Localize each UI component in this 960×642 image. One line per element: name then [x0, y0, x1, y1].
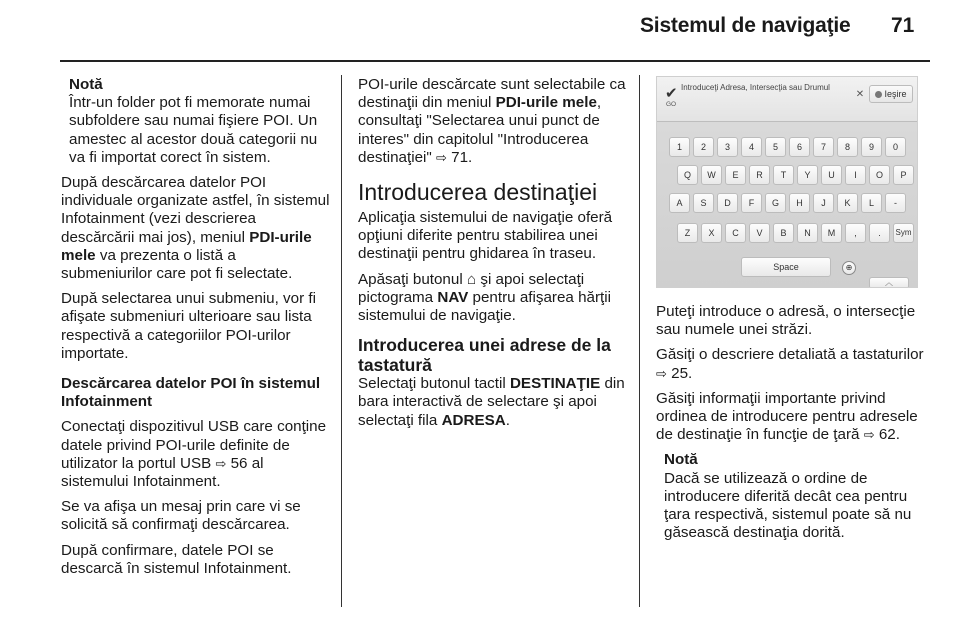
key-0[interactable]: 0 — [885, 137, 906, 157]
text: pentru afişarea hărţii sistemului de navigaţie. — [358, 288, 611, 325]
nav-label: NAV — [437, 288, 469, 306]
key-q[interactable]: Q — [677, 165, 698, 185]
text: . — [505, 411, 510, 429]
keyboard-input-bar — [657, 77, 918, 122]
column-3 — [656, 303, 931, 542]
text: Selectaţi butonul tactil — [358, 375, 510, 393]
home-icon: ⌂ — [466, 270, 477, 288]
key-h[interactable]: H — [789, 193, 810, 213]
paragraph — [61, 418, 331, 491]
text: va prezenta o listă a submeniurilor care pot fi selectate. — [61, 246, 293, 283]
key-9[interactable]: 9 — [861, 137, 882, 157]
paragraph: Se va afişa un mesaj prin care vi se solicită să confirmaţi descărcarea. — [61, 498, 301, 534]
paragraph: După selectarea unui submeniu, vor fi afişate submeniuri ulterioare sau lista respectivă a categoriilor POI-urilor importate. — [61, 290, 316, 362]
section-subheading: Descărcarea datelor POI în sistemul Infotainment — [61, 375, 321, 411]
text: din bara interactivă de selectare şi apoi selectaţi fila — [358, 375, 625, 429]
note-block — [656, 451, 931, 542]
menu-name: PDI-urile mele — [495, 94, 597, 112]
key-1[interactable]: 1 — [669, 137, 690, 157]
key-u[interactable]: U — [821, 165, 842, 185]
text: 62. — [874, 426, 900, 444]
note-label: Notă — [664, 451, 698, 469]
key-c[interactable]: C — [725, 223, 746, 243]
key-m[interactable]: M — [821, 223, 842, 243]
key-p[interactable]: P — [893, 165, 914, 185]
column-2 — [358, 76, 628, 437]
chevron-up-icon[interactable]: ︿ — [869, 277, 909, 288]
paragraph: Puteţi introduce o adresă, o intersecţie sau numele unei străzi. — [656, 303, 916, 339]
key-j[interactable]: J — [813, 193, 834, 213]
text: 56 al sistemului Infotainment. — [61, 454, 264, 491]
key-s[interactable]: S — [693, 193, 714, 213]
page-reference-icon: ⇨ — [863, 427, 875, 443]
text: , consultaţi "Selectarea unui punct de interes" din capitolul "Introducerea destinaţiei" — [358, 94, 602, 166]
tab-name: ADRESA — [441, 411, 506, 429]
key-3[interactable]: 3 — [717, 137, 738, 157]
key-d[interactable]: D — [717, 193, 738, 213]
paragraph — [358, 375, 628, 430]
column-divider-right — [639, 75, 640, 607]
key-z[interactable]: Z — [677, 223, 698, 243]
key-e[interactable]: E — [725, 165, 746, 185]
key-4[interactable]: 4 — [741, 137, 762, 157]
text: Găsiţi informaţii importante privind ordinea de introducere pentru adresele de destinaţie în funcţie de ţară — [656, 389, 918, 444]
key-k[interactable]: K — [837, 193, 858, 213]
key-6[interactable]: 6 — [789, 137, 810, 157]
column-1 — [61, 76, 331, 585]
column-divider-left — [341, 75, 342, 607]
text: 71. — [446, 148, 473, 166]
key-5[interactable]: 5 — [765, 137, 786, 157]
text: Găsiţi o descriere detaliată a tastaturilor — [656, 346, 924, 364]
key-l[interactable]: L — [861, 193, 882, 213]
text: După descărcarea datelor POI individuale organizate astfel, în sistemul Infotainment (vezi descrierea descărcării mai jos), meniul — [61, 174, 330, 246]
paragraph — [656, 346, 931, 382]
globe-icon[interactable]: ⊕ — [842, 261, 856, 275]
paragraph — [656, 390, 931, 445]
paragraph — [358, 271, 628, 326]
page-reference-icon: ⇨ — [215, 455, 227, 471]
section-heading: Introducerea destinaţiei — [358, 179, 598, 206]
page-reference-icon: ⇨ — [436, 149, 447, 165]
button-name: DESTINAŢIE — [509, 375, 601, 393]
text: POI-urile descărcate sunt selectabile ca destinaţii din meniul — [358, 76, 626, 112]
key-n[interactable]: N — [797, 223, 818, 243]
key-7[interactable]: 7 — [813, 137, 834, 157]
check-icon[interactable]: ✔ — [665, 85, 678, 102]
key-a[interactable]: A — [669, 193, 690, 213]
key-period[interactable]: . — [869, 223, 890, 243]
key-v[interactable]: V — [749, 223, 770, 243]
key-comma[interactable]: , — [845, 223, 866, 243]
space-key[interactable]: Space — [741, 257, 831, 277]
exit-label: Ieşire — [884, 89, 907, 99]
text: 25. — [666, 364, 693, 382]
go-label: GO — [666, 101, 677, 108]
clear-icon[interactable]: ✕ — [855, 89, 865, 100]
paragraph: Aplicaţia sistemului de navigaţie oferă opţiuni diferite pentru stabilirea unei destinaţii pentru ghidarea în traseu. — [358, 209, 613, 263]
paragraph: După confirmare, datele POI se descarcă în sistemul Infotainment. — [61, 541, 292, 577]
exit-button[interactable] — [869, 85, 913, 103]
note-block — [61, 76, 331, 167]
note-text: Dacă se utilizează o ordine de introducere diferită decât cea pentru ţara respectivă, sistemul poate să nu găsească destinaţia dorită. — [664, 469, 912, 542]
key-f[interactable]: F — [741, 193, 762, 213]
header-divider — [60, 60, 930, 62]
text: şi apoi selectaţi pictograma — [358, 270, 585, 306]
key-r[interactable]: R — [749, 165, 770, 185]
key-g[interactable]: G — [765, 193, 786, 213]
key-t[interactable]: T — [773, 165, 794, 185]
key-w[interactable]: W — [701, 165, 722, 185]
key-2[interactable]: 2 — [693, 137, 714, 157]
page-header-title: Sistemul de navigaţie — [640, 14, 851, 37]
address-input[interactable]: Introduceţi Adresa, Intersecţia sau Drumul — [681, 83, 830, 92]
text: Conectaţi dispozitivul USB care conţine datele privind POI-urile definite de utilizator la portul USB — [61, 418, 327, 472]
note-label: Notă — [69, 76, 103, 93]
subsection-heading: Introducerea unei adrese de la tastatură — [358, 335, 611, 376]
page-number: 71 — [891, 14, 915, 37]
page-reference-icon: ⇨ — [656, 365, 667, 381]
keyboard-screenshot — [656, 76, 918, 288]
key-o[interactable]: O — [869, 165, 890, 185]
key-sym[interactable]: Sym — [893, 223, 914, 243]
text: Apăsaţi butonul — [358, 270, 467, 288]
note-text: Într-un folder pot fi memorate numai subfoldere sau numai fişiere POI. Un amestec al acestor două categorii nu va fi importat corect în sistem. — [69, 94, 318, 166]
menu-name: PDI-urile mele — [61, 228, 312, 264]
key-y[interactable]: Y — [797, 165, 818, 185]
key-x[interactable]: X — [701, 223, 722, 243]
key-b[interactable]: B — [773, 223, 794, 243]
exit-icon — [875, 91, 882, 98]
key-8[interactable]: 8 — [837, 137, 858, 157]
key-i[interactable]: I — [845, 165, 866, 185]
paragraph — [358, 76, 628, 167]
key-dash[interactable]: - — [885, 193, 906, 213]
paragraph — [61, 174, 331, 283]
